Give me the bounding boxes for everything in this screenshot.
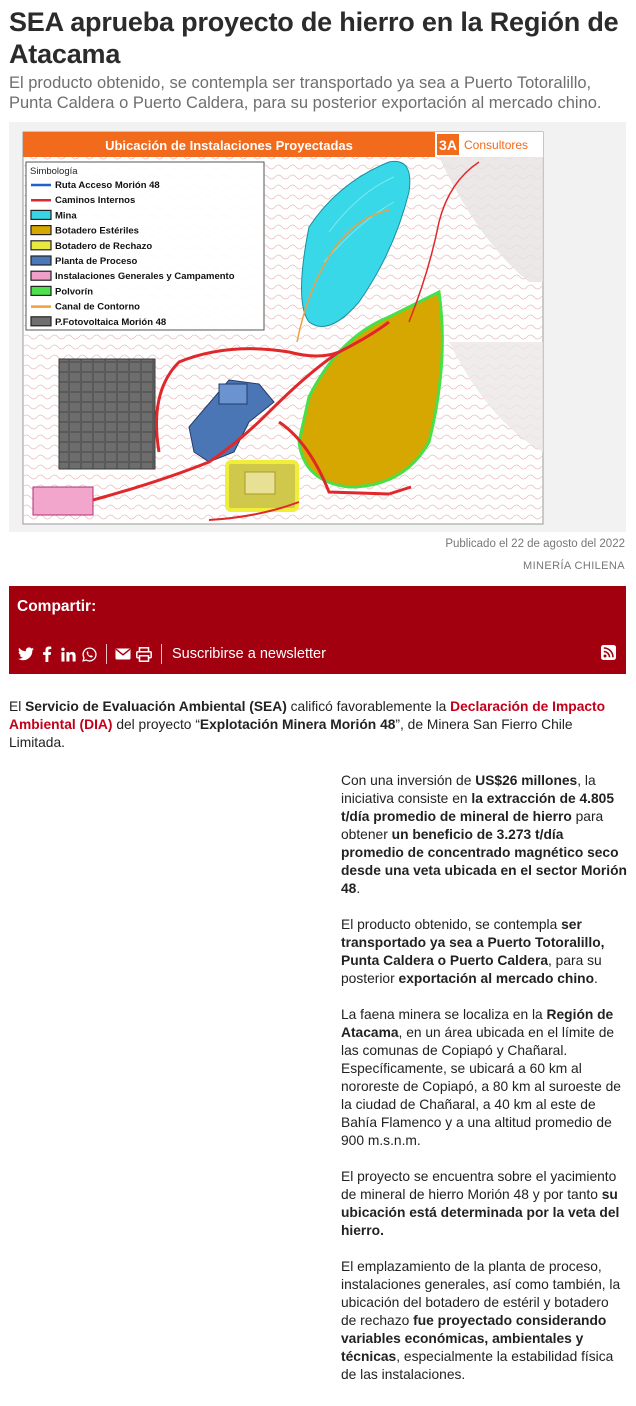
share-divider [161, 644, 162, 664]
share-divider [106, 644, 107, 664]
map-illustration [9, 122, 626, 532]
legend-label: Instalaciones Generales y Campamento [55, 271, 235, 283]
legend-swatch [31, 256, 51, 265]
legend-label: Caminos Internos [55, 195, 136, 207]
map-title: Ubicación de Instalaciones Proyectadas [105, 138, 353, 153]
body-paragraph-4: El proyecto se encuentra sobre el yacimiento de mineral de hierro Morión 48 y por tanto su ubicación está determinada por la veta del hierro. [341, 1169, 620, 1238]
legend-label: Canal de Contorno [55, 301, 140, 313]
legend-swatch [31, 241, 51, 250]
twitter-icon[interactable] [16, 644, 36, 664]
whatsapp-icon[interactable] [79, 644, 99, 664]
legend-swatch [31, 210, 51, 219]
share-bar [9, 586, 626, 674]
rss-icon[interactable] [601, 645, 616, 660]
body-paragraph-1: Con una inversión de US$26 millones, la iniciativa consiste en la extracción de 4.805 t/día promedio de mineral de hierro para obtener un beneficio de 3.273 t/día promedio de concentrado magnético seco desde una veta ubicada en el sector Morión 48. [341, 773, 627, 896]
share-label: Compartir: [17, 598, 97, 615]
article-intro: El Servicio de Evaluación Ambiental (SEA) calificó favorablemente la Declaración de Impacto Ambiental (DIA) del proyecto “Explotación Minera Morión 48”, de Minera San Fierro Chile Limitada. [9, 699, 606, 750]
newsletter-link[interactable]: Suscribirse a newsletter [172, 646, 326, 662]
legend-label: Botadero de Rechazo [55, 240, 153, 252]
legend-label: Mina [55, 210, 77, 222]
legend-swatch [31, 286, 51, 295]
logo-text: Consultores [464, 138, 529, 152]
sea-name: Servicio de Evaluación Ambiental (SEA) [25, 699, 287, 714]
article-map-image[interactable] [9, 122, 626, 532]
article-source: MINERÍA CHILENA [523, 560, 625, 572]
linkedin-icon[interactable] [58, 644, 78, 664]
article-lead: El producto obtenido, se contempla ser transportado ya sea a Puerto Totoralillo, Punta Caldera o Puerto Caldera, para su posterior exportación al mercado chino. [9, 74, 602, 112]
email-icon[interactable] [113, 644, 133, 664]
publish-date: Publicado el 22 de agosto del 2022 [445, 538, 625, 550]
legend-title: Simbología [30, 166, 78, 177]
legend-swatch [31, 271, 51, 280]
facebook-icon[interactable] [37, 644, 57, 664]
body-paragraph-2: El producto obtenido, se contempla ser transportado ya sea a Puerto Totoralillo, Punta Caldera o Puerto Caldera, para su posterior exportación al mercado chino. [341, 917, 605, 986]
article-title: SEA aprueba proyecto de hierro en la Región de Atacama [9, 7, 619, 69]
share-icons [16, 642, 326, 666]
legend-label: Ruta Acceso Morión 48 [55, 180, 160, 191]
print-icon[interactable] [134, 644, 154, 664]
logo-mark: 3A [439, 137, 457, 153]
project-name: Explotación Minera Morión 48 [199, 717, 396, 732]
legend-label: Planta de Proceso [55, 256, 138, 267]
legend-label: Polvorín [55, 286, 94, 298]
legend-swatch [31, 317, 51, 326]
body-paragraph-5: El emplazamiento de la planta de proceso, instalaciones generales, así como también, la ubicación del botadero de estéril y botadero de rechazo fue proyectado considerando variables económicas, ambientales y técnicas, especialmente la estabilidad física de las instalaciones. [341, 1259, 621, 1382]
body-paragraph-3: La faena minera se localiza en la Región de Atacama, en un área ubicada en el límite de las comunas de Copiapó y Chañaral. Específicamente, se ubicará a 60 km al nororeste de Copiapó, a 80 km al suroeste de la ciudad de Chañaral, a 40 km al este de Bahía Flamenco y a una altitud promedio de 900 m.s.n.m. [341, 1007, 621, 1148]
legend-label: P.Fotovoltaica Morión 48 [55, 316, 167, 328]
legend-label: Botadero Estériles [55, 225, 139, 237]
legend-swatch [31, 226, 51, 235]
dia-link[interactable]: Declaración de Impacto Ambiental (DIA) [9, 699, 606, 732]
article-body [341, 772, 627, 1402]
